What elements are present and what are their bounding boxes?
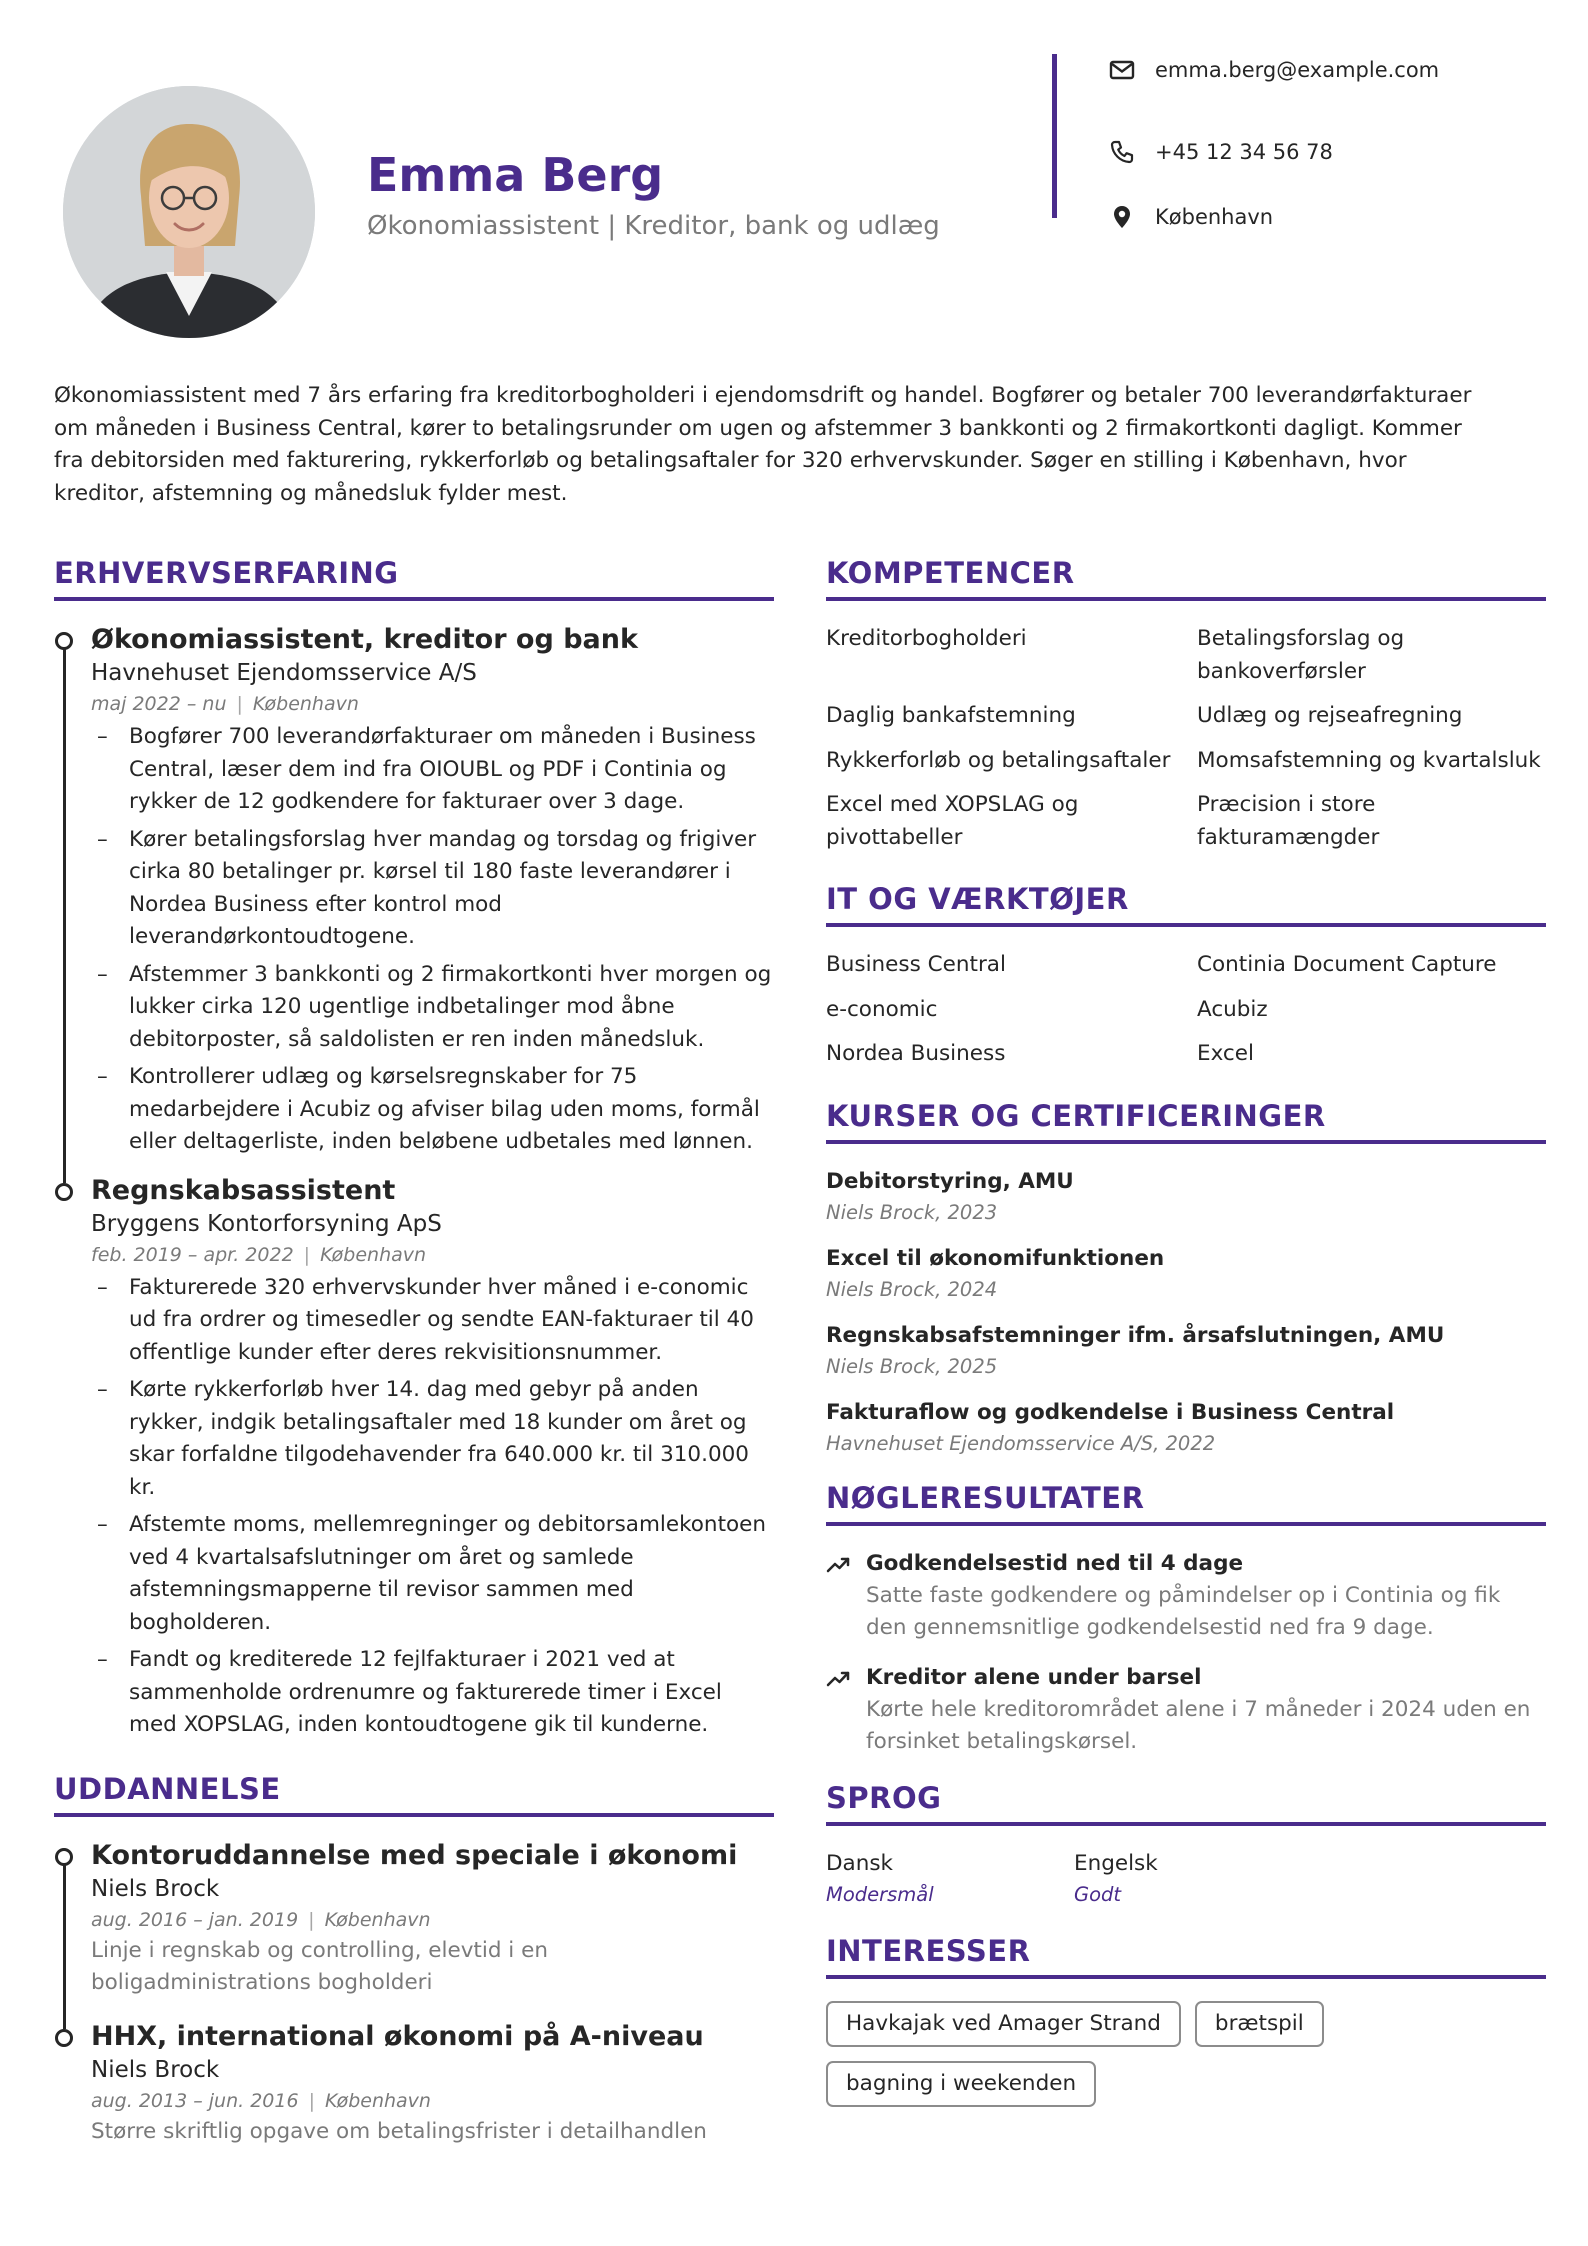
job-bullet: – Fandt og krediterede 12 fejlfakturaer i 2021 ved at sammenholde ordrenumre og fakturerede timer i Excel med XOPSLAG, inden kontoudtogene gik til kunderne. bbox=[91, 1644, 774, 1742]
course-meta: Niels Brock, 2023 bbox=[826, 1200, 998, 1224]
timeline-dot bbox=[55, 2029, 73, 2047]
education-title: Kontoruddannelse med speciale i økonomi bbox=[91, 1839, 738, 1871]
course-name: Debitorstyring, AMU bbox=[826, 1168, 1074, 1194]
interest-chip: Havkajak ved Amager Strand bbox=[826, 2001, 1181, 2047]
education-description: Linje i regnskab og controlling, elevtid i en boligadministrations bogholderi bbox=[91, 1937, 548, 1995]
education-location: København bbox=[324, 2089, 431, 2112]
tool-item: Continia Document Capture bbox=[1197, 952, 1497, 977]
job-title: Økonomiassistent, kreditor og bank bbox=[91, 624, 638, 655]
contact-email[interactable] bbox=[1109, 54, 1439, 86]
job-bullets bbox=[91, 721, 774, 1159]
interest-chip: bagning i weekenden bbox=[826, 2061, 1096, 2107]
job-bullet: – Fakturerede 320 erhvervskunder hver måned i e-conomic ud fra ordrer og timesedler og sendte EAN-fakturaer til 40 offentlige kunder efter deres rekvisitionsnummer. bbox=[91, 1272, 774, 1370]
result-item bbox=[826, 1662, 1546, 1759]
timeline-dot bbox=[55, 1183, 73, 1201]
contact-block bbox=[1052, 54, 1440, 229]
email-text: emma.berg@example.com bbox=[1155, 58, 1440, 82]
results-list bbox=[826, 1548, 1546, 1759]
job-bullet: – Bogfører 700 leverandørfakturaer om måneden i Business Central, læser dem ind fra OIOUBL og PDF i Continia og rykker de 12 godkendere for fakturaer over 3 dage. bbox=[91, 721, 774, 819]
courses-list bbox=[826, 1166, 1546, 1459]
languages-list bbox=[826, 1848, 1546, 1910]
envelope-icon bbox=[1109, 57, 1135, 83]
tool-item: Acubiz bbox=[1197, 996, 1268, 1022]
result-item bbox=[826, 1548, 1546, 1645]
left-column bbox=[54, 556, 774, 2148]
language-name: Engelsk bbox=[1074, 1850, 1158, 1876]
education-meta: aug. 2016 – jan. 2019 | København bbox=[91, 1908, 431, 1931]
experience-timeline bbox=[54, 623, 774, 1742]
languages-heading: SPROG bbox=[826, 1781, 1546, 1826]
job-bullet: – Kontrollerer udlæg og kørselsregnskaber for 75 medarbejdere i Acubiz og afviser bilag uden moms, formål eller deltagerliste, inden beløbene udbetales med lønnen. bbox=[91, 1061, 774, 1159]
job-dates: maj 2022 – nu bbox=[91, 693, 227, 715]
courses-heading: KURSER OG CERTIFICERINGER bbox=[826, 1099, 1546, 1144]
timeline-dot bbox=[55, 1848, 73, 1866]
profile-photo bbox=[63, 86, 315, 338]
education-entry bbox=[54, 1839, 774, 2000]
contact-phone[interactable] bbox=[1109, 119, 1439, 184]
portrait-illustration bbox=[63, 86, 315, 338]
skills-grid bbox=[826, 623, 1546, 866]
job-bullet: – Kører betalingsforslag hver mandag og torsdag og frigiver cirka 80 betalinger pr. kørsel til 180 faste leverandører i Nordea Business efter kontrol mod leverandørkontoudtogene. bbox=[91, 824, 774, 954]
skill-item: Momsafstemning og kvartalsluk bbox=[1197, 747, 1541, 773]
result-description: Kørte hele kreditorområdet alene i 7 måneder i 2024 uden en forsinket betalingskørsel. bbox=[866, 1696, 1531, 1754]
education-title: HHX, international økonomi på A-niveau bbox=[91, 2020, 704, 2052]
skill-item: Daglig bankafstemning bbox=[826, 703, 1076, 728]
interests-heading: INTERESSER bbox=[826, 1934, 1546, 1979]
phone-icon bbox=[1109, 139, 1135, 165]
candidate-name: Emma Berg bbox=[367, 148, 664, 202]
language-item bbox=[1074, 1848, 1322, 1910]
trending-up-icon bbox=[826, 1669, 852, 1689]
trending-up-icon bbox=[826, 1555, 852, 1575]
job-bullet: – Kørte rykkerforløb hver 14. dag med gebyr på anden rykker, indgik betalingsaftaler med 18 kunder om året og skar forfaldne tilgodehavender fra 640.000 kr. til 310.000 kr. bbox=[91, 1374, 774, 1504]
tools-grid bbox=[826, 949, 1546, 1083]
course-meta: Niels Brock, 2025 bbox=[826, 1354, 998, 1378]
course-meta: Havnehuset Ejendomsservice A/S, 2022 bbox=[826, 1431, 1216, 1455]
skill-item: Kreditorbogholderi bbox=[826, 626, 1027, 651]
tool-item: e-conomic bbox=[826, 996, 938, 1022]
skill-item: Præcision i store fakturamængder bbox=[1197, 792, 1380, 850]
map-pin-icon bbox=[1109, 204, 1135, 230]
timeline-dot bbox=[55, 632, 73, 650]
job-bullet: – Afstemmer 3 bankkonti og 2 firmakortkonti hver morgen og lukker cirka 120 ugentlige indbetalinger mod åbne debitorposter, så saldolisten er ren inden månedsluk. bbox=[91, 959, 774, 1057]
education-meta: aug. 2013 – jun. 2016 | København bbox=[91, 2089, 431, 2112]
tools-heading: IT OG VÆRKTØJER bbox=[826, 882, 1546, 927]
education-description: Større skriftlig opgave om betalingsfrister i detailhandlen bbox=[91, 2118, 707, 2144]
education-school: Niels Brock bbox=[91, 1875, 220, 1902]
skill-item: Rykkerforløb og betalingsaftaler bbox=[826, 747, 1171, 773]
result-title: Godkendelsestid ned til 4 dage bbox=[866, 1550, 1244, 1576]
course-name: Fakturaflow og godkendelse i Business Central bbox=[826, 1399, 1395, 1425]
results-heading: NØGLERESULTATER bbox=[826, 1481, 1546, 1526]
education-school: Niels Brock bbox=[91, 2056, 220, 2083]
interests-list bbox=[826, 2001, 1546, 2121]
language-item bbox=[826, 1848, 1074, 1910]
job-company: Havnehuset Ejendomsservice A/S bbox=[91, 660, 477, 686]
course-meta: Niels Brock, 2024 bbox=[826, 1277, 998, 1301]
job-dates: feb. 2019 – apr. 2022 bbox=[91, 1243, 294, 1266]
right-column bbox=[826, 556, 1546, 2121]
job-meta: feb. 2019 – apr. 2022 | København bbox=[91, 1243, 427, 1266]
education-dates: aug. 2016 – jan. 2019 bbox=[91, 1908, 299, 1931]
job-location: København bbox=[252, 693, 359, 715]
job-bullets bbox=[91, 1272, 774, 1742]
language-level: Godt bbox=[1074, 1882, 1122, 1906]
job-bullet: – Afstemte moms, mellemregninger og debitorsamlekontoen ved 4 kvartalsafslutninger om året og samlede afstemningsmapperne til revisor sammen med bogholderen. bbox=[91, 1509, 774, 1639]
job-title: Regnskabsassistent bbox=[91, 1174, 396, 1206]
education-timeline bbox=[54, 1839, 774, 2149]
interest-chip: brætspil bbox=[1195, 2001, 1324, 2047]
candidate-title: Økonomiassistent | Kreditor, bank og udlæg bbox=[367, 211, 940, 241]
result-description: Satte faste godkendere og påmindelser op i Continia og fik den gennemsnitlige godkendelsestid ned fra 9 dage. bbox=[866, 1582, 1501, 1640]
skill-item: Excel med XOPSLAG og pivottabeller bbox=[826, 792, 1079, 850]
location-text: København bbox=[1155, 204, 1274, 229]
job-company: Bryggens Kontorforsyning ApS bbox=[91, 1210, 442, 1237]
contact-location bbox=[1109, 184, 1439, 249]
education-heading: UDDANNELSE bbox=[54, 1772, 774, 1817]
skill-item: Udlæg og rejseafregning bbox=[1197, 703, 1463, 728]
course-name: Regnskabsafstemninger ifm. årsafslutningen, AMU bbox=[826, 1322, 1445, 1348]
skills-heading: KOMPETENCER bbox=[826, 556, 1546, 601]
language-level: Modersmål bbox=[826, 1882, 934, 1906]
job-location: København bbox=[320, 1243, 427, 1266]
result-title: Kreditor alene under barsel bbox=[866, 1664, 1202, 1690]
education-entry bbox=[54, 2020, 774, 2149]
job-meta: maj 2022 – nu | København bbox=[91, 693, 359, 715]
job-entry bbox=[54, 1174, 774, 1742]
language-name: Dansk bbox=[826, 1850, 894, 1876]
phone-text: +45 12 34 56 78 bbox=[1155, 139, 1333, 164]
profile-summary: Økonomiassistent med 7 års erfaring fra kreditorbogholderi i ejendomsdrift og handel. Bogfører og betaler 700 leverandørfakturaer om måneden i Business Central, kører to betalingsrunder om ugen og afstemmer 3 bankkonti og 2 firmakortkonti dagligt. Kommer fra debitorsiden med fakturering, rykkerforløb og betalingsaftaler for 320 erhvervskunder. Søger en stilling i København, hvor kreditor, afstemning og månedsluk fylder mest. bbox=[54, 383, 1472, 506]
tool-item: Excel bbox=[1197, 1041, 1254, 1066]
skill-item: Betalingsforslag og bankoverførsler bbox=[1197, 626, 1405, 684]
course-name: Excel til økonomifunktionen bbox=[826, 1245, 1165, 1271]
education-location: København bbox=[324, 1908, 431, 1931]
education-dates: aug. 2013 – jun. 2016 bbox=[91, 2089, 299, 2112]
tool-item: Nordea Business bbox=[826, 1041, 1006, 1066]
tool-item: Business Central bbox=[826, 952, 1006, 977]
experience-heading: ERHVERVSERFARING bbox=[54, 556, 774, 601]
job-entry bbox=[54, 623, 774, 1159]
